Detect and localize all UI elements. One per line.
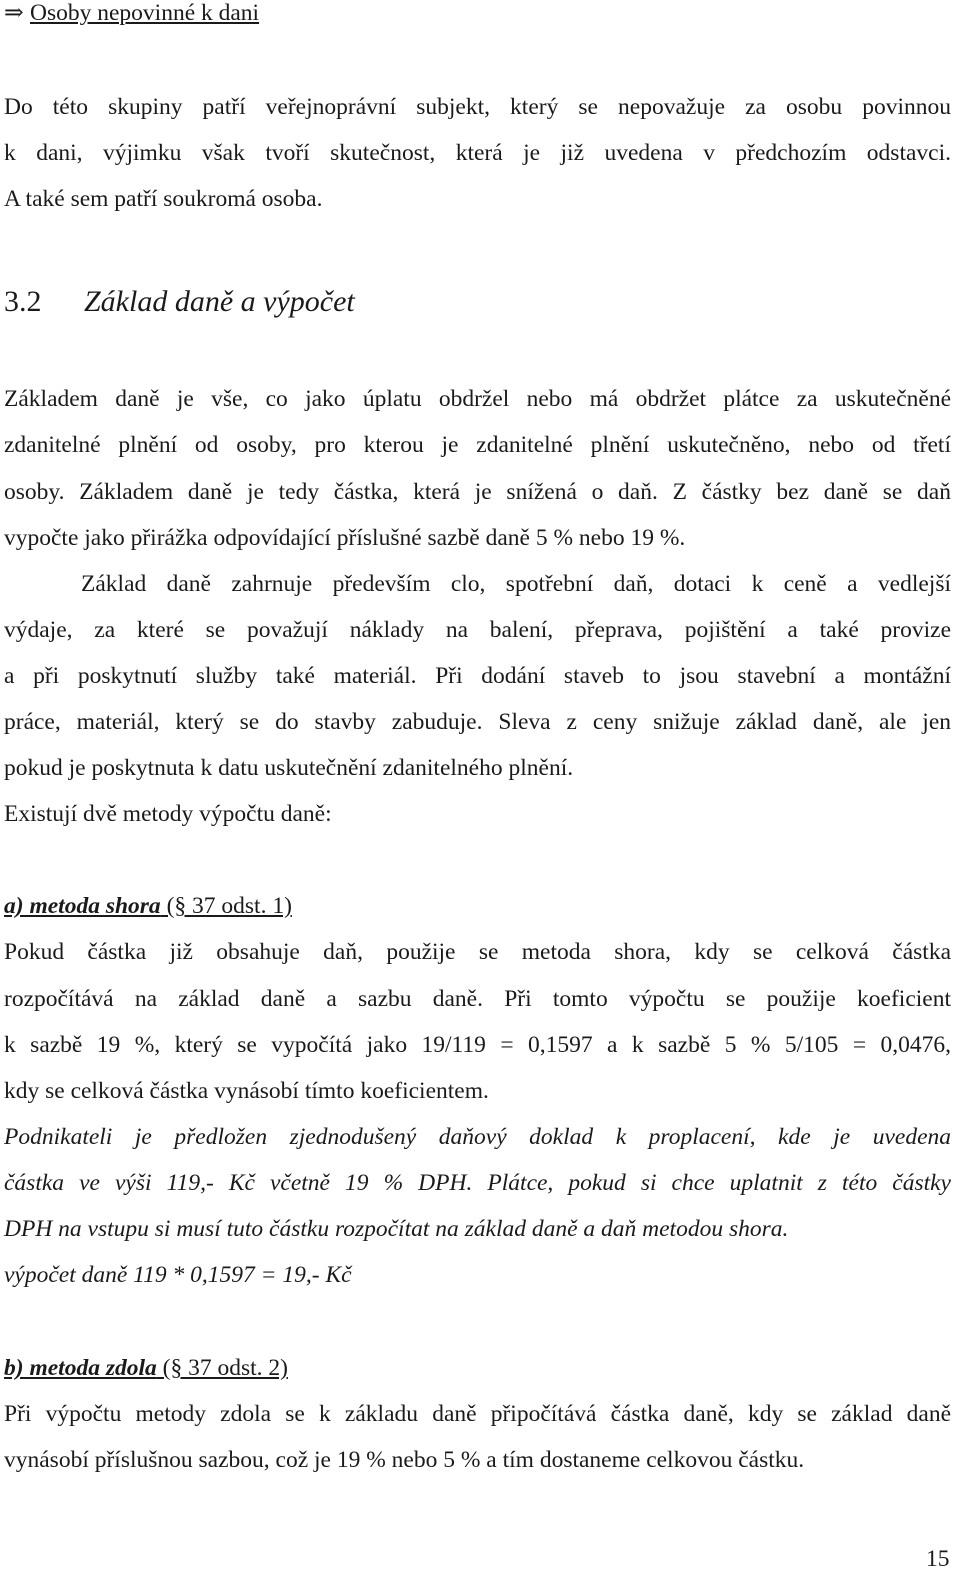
chapter-heading — [4, 284, 355, 320]
section-title: Osoby nepovinné k dani — [30, 0, 260, 26]
paragraph-line: kdy se celková částka vynásobí tímto koeficientem. — [4, 1078, 489, 1104]
paragraph-line: Základ daně zahrnuje především clo, spotřební daň, dotaci k ceně a vedlejší — [81, 571, 951, 597]
paragraph-line: Základem daně je vše, co jako úplatu obdržel nebo má obdržet plátce za uskutečněné — [4, 386, 951, 412]
heading-number: 3.2 — [4, 285, 42, 318]
paragraph-line: Pokud částka již obsahuje daň, použije se metoda shora, kdy se celková částka — [4, 939, 951, 965]
paragraph-line: k dani, výjimku však tvoří skutečnost, která je již uvedena v předchozím odstavci. — [4, 140, 951, 166]
paragraph-line: vynásobí příslušnou sazbou, což je 19 % nebo 5 % a tím dostaneme celkovou částku. — [4, 1447, 805, 1473]
right-double-arrow-icon: ⇒ — [4, 0, 24, 26]
page-number: 15 — [926, 1546, 950, 1572]
paragraph-line: k sazbě 19 %, který se vypočítá jako 19/119 = 0,1597 a k sazbě 5 % 5/105 = 0,0476, — [4, 1032, 951, 1058]
paragraph-line: Existují dvě metody výpočtu daně: — [4, 801, 332, 827]
paragraph-line: výdaje, za které se považují náklady na balení, přeprava, pojištění a také provize — [4, 617, 951, 643]
example-line: Podnikateli je předložen zjednodušený daňový doklad k proplacení, kde je uvedena — [4, 1124, 951, 1150]
method-b-ref: (§ 37 odst. 2) — [156, 1355, 288, 1381]
example-line: výpočet daně 119 * 0,1597 = 19,- Kč — [4, 1262, 352, 1288]
paragraph-line: Do této skupiny patří veřejnoprávní subjekt, který se nepovažuje za osobu povinnou — [4, 94, 951, 120]
section-heading-osoby — [4, 0, 259, 28]
heading-title: Základ daně a výpočet — [84, 285, 355, 318]
paragraph-line: osoby. Základem daně je tedy částka, která je snížená o daň. Z částky bez daně se daň — [4, 479, 951, 505]
paragraph-line: rozpočítává na základ daně a sazbu daně. Při tomto výpočtu se použije koeficient — [4, 986, 951, 1012]
method-a-label: a) metoda shora — [4, 893, 161, 919]
method-b-heading — [4, 1353, 288, 1383]
method-a-ref: (§ 37 odst. 1) — [160, 893, 292, 919]
method-b-label: b) metoda zdola — [4, 1355, 157, 1381]
paragraph-line: A také sem patří soukromá osoba. — [4, 186, 323, 212]
example-line: DPH na vstupu si musí tuto částku rozpočítat na základ daně a daň metodou shora. — [4, 1216, 789, 1242]
paragraph-line: práce, materiál, který se do stavby zabuduje. Sleva z ceny snižuje základ daně, ale jen — [4, 709, 951, 735]
paragraph-line: pokud je poskytnuta k datu uskutečnění zdanitelného plnění. — [4, 755, 574, 781]
example-line: částka ve výši 119,- Kč včetně 19 % DPH. Plátce, pokud si chce uplatnit z této částky — [4, 1170, 951, 1196]
method-a-heading — [4, 891, 292, 921]
paragraph-line: zdanitelné plnění od osoby, pro kterou je zdanitelné plnění uskutečněno, nebo od třetí — [4, 432, 951, 458]
paragraph-line: Při výpočtu metody zdola se k základu daně připočítává částka daně, kdy se základ daně — [4, 1401, 951, 1427]
paragraph-line: vypočte jako přirážka odpovídající příslušné sazbě daně 5 % nebo 19 %. — [4, 525, 686, 551]
paragraph-line: a při poskytnutí služby také materiál. Při dodání staveb to jsou stavební a montážní — [4, 663, 951, 689]
